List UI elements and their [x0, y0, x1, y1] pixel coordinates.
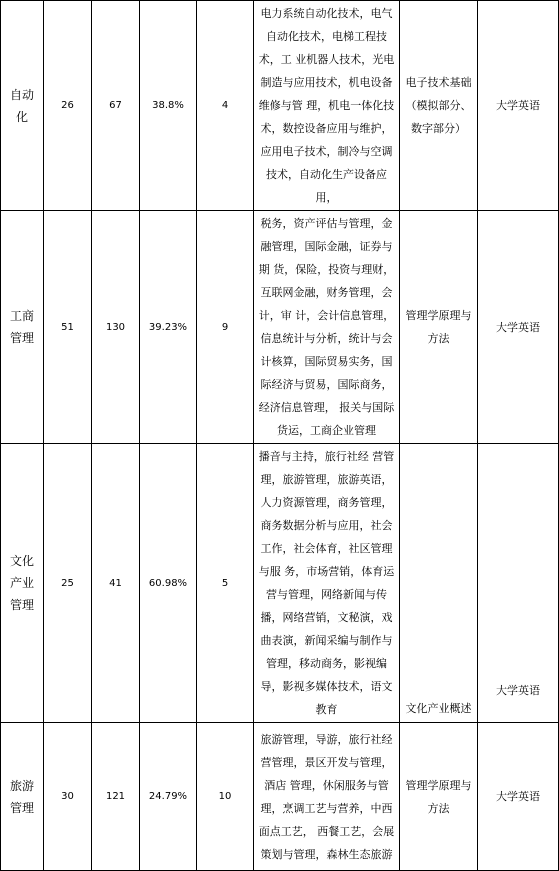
count-cell: 51 — [44, 211, 92, 444]
count-cell: 41 — [92, 444, 140, 723]
count-cell: 25 — [44, 444, 92, 723]
count-cell: 10 — [197, 723, 254, 871]
major-name: 自动化 — [1, 1, 44, 211]
exam-course-cell: 电子技术基础（模拟部分、数字部分） — [400, 1, 478, 211]
exam-course-cell: 文化产业概述 — [400, 444, 478, 723]
related-majors-cell: 旅游管理，导游，旅行社经营管理，景区开发与管理，酒店 管理，休闲服务与管理，烹调工艺与营养，中西面点工艺， 西餐工艺，会展策划与管理，森林生态旅游 — [254, 723, 400, 871]
count-cell: 30 — [44, 723, 92, 871]
table-row — [1, 723, 559, 871]
english-course-cell: 大学英语 — [478, 211, 559, 444]
count-cell: 9 — [197, 211, 254, 444]
english-course-cell: 大学英语 — [478, 1, 559, 211]
rate-cell: 38.8% — [140, 1, 197, 211]
count-cell: 26 — [44, 1, 92, 211]
english-course-cell: 大学英语 — [478, 723, 559, 871]
exam-course-cell: 管理学原理与方法 — [400, 211, 478, 444]
major-name: 文化产业管理 — [1, 444, 44, 723]
major-name: 旅游管理 — [1, 723, 44, 871]
count-cell: 4 — [197, 1, 254, 211]
table-row — [1, 1, 559, 211]
english-course-cell: 大学英语 — [478, 444, 559, 723]
exam-course-cell: 管理学原理与方法 — [400, 723, 478, 871]
count-cell: 5 — [197, 444, 254, 723]
rate-cell: 60.98% — [140, 444, 197, 723]
count-cell: 130 — [92, 211, 140, 444]
related-majors-cell: 播音与主持，旅行社经 营管理，旅游管理，旅游英语，人力资源管理，商务管理，商务数据分析与应用，社会工作，社会体育，社区管理与服 务，市场营销，体育运营与管理，网络新闻与传播，网络营销，文秘演，戏曲表演，新闻采编与制作与管理，移动商务，影视编导，影视多媒体技术，语文教育 — [254, 444, 400, 723]
related-majors-cell: 税务，资产评估与管理，金融管理，国际金融，证券与期 货，保险，投资与理财，互联网金融，财务管理，会计，审 计，会计信息管理，信息统计与分析，统计与会计核算，国际贸易实务，国际经济与贸易，国际商务，经济信息管理， 报关与国际货运，工商企业管理 — [254, 211, 400, 444]
related-majors-cell: 电力系统自动化技术，电气自动化技术，电梯工程技术，工 业机器人技术，光电制造与应用技术，机电设备维修与管 理，机电一体化技术，数控设备应用与维护，应用电子技术，制冷与空调技术，自动化生产设备应用， — [254, 1, 400, 211]
count-cell: 67 — [92, 1, 140, 211]
table-row — [1, 211, 559, 444]
rate-cell: 24.79% — [140, 723, 197, 871]
rate-cell: 39.23% — [140, 211, 197, 444]
table-row — [1, 444, 559, 723]
count-cell: 121 — [92, 723, 140, 871]
major-name: 工商管理 — [1, 211, 44, 444]
